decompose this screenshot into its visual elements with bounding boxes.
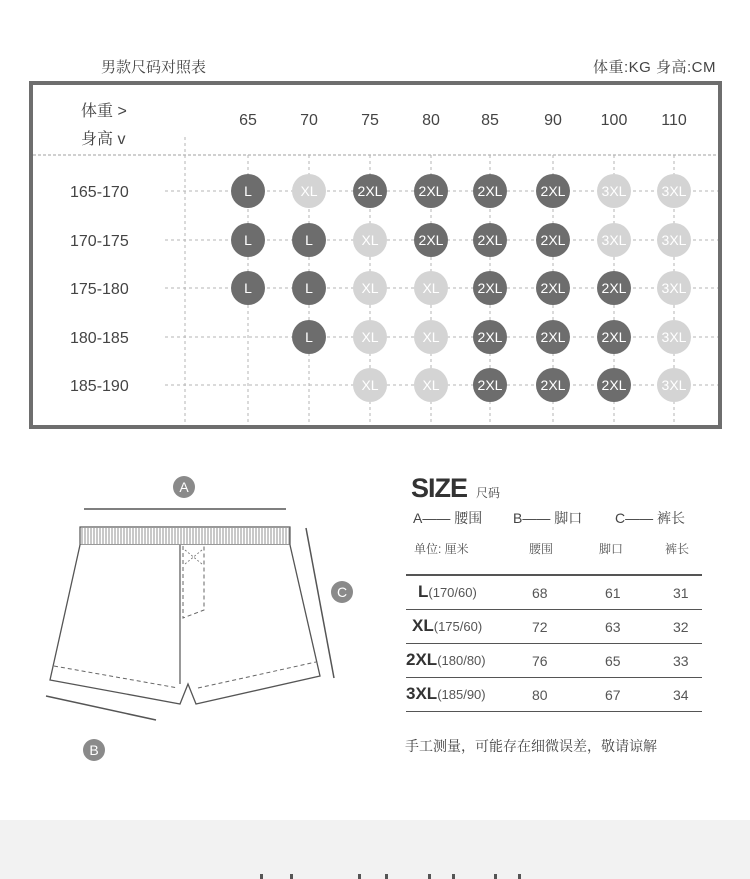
size-name: 2XL(180/80) [406,649,486,669]
size-dot-label: XL [300,183,318,199]
weight-tick: 100 [600,112,628,129]
height-tick: 185-190 [70,378,129,395]
size-grid-panel [29,81,722,429]
size-dot-label: L [244,280,252,296]
size-dot-label: 2XL [477,377,503,393]
size-dot-label: 2XL [477,280,503,296]
shorts-outline [50,545,320,704]
size-dot-label: 3XL [601,183,627,199]
table-row [406,610,702,644]
table-row [406,678,702,712]
size-heading: SIZE [411,473,468,503]
size-detail-section [0,460,750,800]
size-dot-label: 3XL [661,280,687,296]
size-dot-label: 2XL [601,377,627,393]
label-b: B [89,742,99,758]
size-grid [33,85,718,425]
col-unit: 单位: 厘米 [414,542,469,556]
hem-value: 61 [605,584,621,601]
length-value: 34 [673,686,689,703]
size-table [406,536,702,712]
size-dot-label: 3XL [661,329,687,345]
size-dot-label: 3XL [661,232,687,248]
size-dot-label: 2XL [540,183,566,199]
legend-a: A—— 腰围 [413,510,483,526]
size-dot-label: 2XL [540,232,566,248]
height-axis-label: 身高 v [81,131,126,148]
height-tick: 165-170 [70,184,129,201]
hem-value: 63 [605,618,621,635]
size-dot-label: XL [422,329,440,345]
col-hem: 脚口 [599,542,624,556]
label-a: A [179,479,189,495]
height-tick: 175-180 [70,281,129,298]
chart-title: 男款尺码对照表 [101,59,207,76]
legend-c: C—— 裤长 [615,510,685,526]
size-dot-label: 2XL [477,232,503,248]
hem-measure-line [46,696,156,720]
col-length: 裤长 [665,542,690,556]
length-value: 31 [673,584,689,601]
table-row [406,576,702,610]
size-dot-label: XL [422,377,440,393]
size-dot-label: L [305,329,313,345]
weight-tick: 70 [300,112,318,129]
size-dot-label: XL [361,232,379,248]
table-row [406,644,702,678]
weight-axis-label: 体重 > [81,103,127,120]
size-dot-label: 2XL [540,377,566,393]
length-value: 33 [673,652,689,669]
length-value: 32 [673,618,689,635]
size-dot-label: XL [361,377,379,393]
size-dot-label: 2XL [601,329,627,345]
size-dot-label: 3XL [601,232,627,248]
bottom-band [0,820,750,879]
weight-tick: 110 [661,112,687,129]
size-dot-label: XL [422,280,440,296]
size-dot-label: 2XL [418,232,444,248]
size-name: XL(175/60) [412,615,483,635]
measurement-note: 手工测量，可能存在细微误差，敬请谅解 [405,738,657,754]
size-dot-label: 2XL [540,329,566,345]
size-dot-label: 3XL [661,183,687,199]
size-dot-label: XL [361,329,379,345]
size-dot-label: 2XL [477,329,503,345]
label-c: C [336,584,348,600]
size-dot-label: L [244,232,252,248]
size-dot-label: 2XL [601,280,627,296]
waistband [80,527,290,545]
table-header [406,536,702,574]
size-subheading: 尺码 [476,486,501,500]
waist-value: 80 [532,686,548,703]
hem-value: 67 [605,686,621,703]
weight-tick: 75 [361,112,379,129]
size-dot-label: 3XL [661,377,687,393]
weight-tick: 85 [481,112,499,129]
size-dot-label: 2XL [357,183,383,199]
size-name: 3XL(185/90) [406,683,486,703]
size-dot-label: L [305,280,313,296]
hem-value: 65 [605,652,621,669]
size-dot-label: 2XL [477,183,503,199]
size-dot-label: 2XL [540,280,566,296]
height-tick: 180-185 [70,330,129,347]
waist-value: 72 [532,618,548,635]
weight-tick: 90 [544,112,562,129]
waist-value: 76 [532,652,548,669]
cut-off-heading [260,874,540,879]
col-waist: 腰围 [529,542,554,556]
size-dot-label: L [244,183,252,199]
waist-value: 68 [532,584,548,601]
size-dot-label: L [305,232,313,248]
chart-header [0,56,750,78]
height-tick: 170-175 [70,233,129,250]
shorts-diagram [30,470,360,770]
size-dot-label: XL [361,280,379,296]
size-name: L(170/60) [418,581,477,601]
size-dot-label: 2XL [418,183,444,199]
weight-tick: 80 [422,112,440,129]
weight-tick: 65 [239,112,257,129]
units-label: 体重:KG 身高:CM [592,59,716,76]
legend-b: B—— 脚口 [513,510,583,526]
